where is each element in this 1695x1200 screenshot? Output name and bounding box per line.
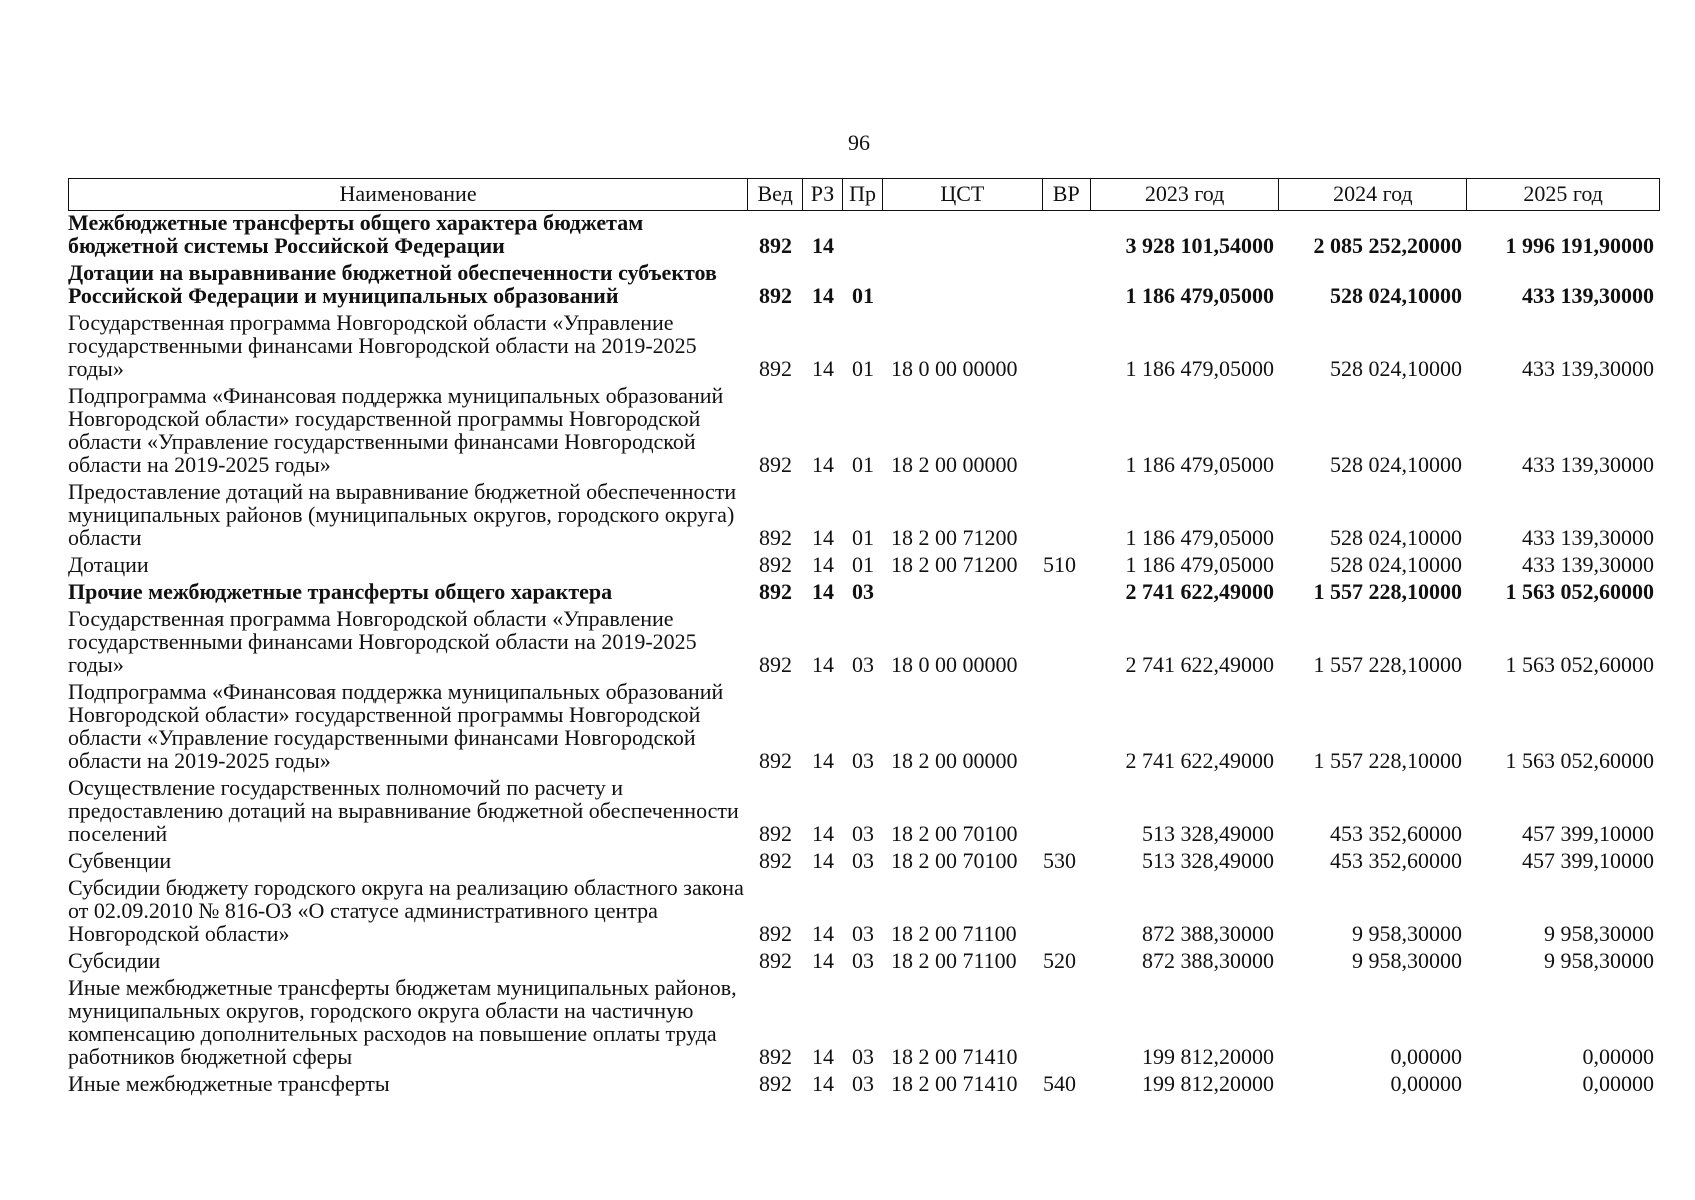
table-row: [68, 311, 1660, 384]
cell-ved: 892: [759, 1044, 792, 1069]
header-2024: 2024 год: [1279, 179, 1467, 210]
cell-name: Иные межбюджетные трансферты бюджетам муниципальных районов, муниципальных округов, городского округа области на частичную компенсацию дополнительных расходов на повышение оплаты труда работников бюджетной сферы: [68, 975, 737, 1069]
cell-pr: 03: [852, 652, 874, 677]
cell-cst: 18 2 00 00000: [891, 452, 1018, 477]
cell-cst: 18 2 00 00000: [891, 748, 1018, 773]
cell-cst: 18 2 00 71200: [891, 525, 1018, 550]
cell-cst: 18 2 00 71200: [891, 552, 1018, 577]
cell-ved: 892: [759, 821, 792, 846]
cell-rz: 14: [812, 552, 834, 577]
header-name: Наименование: [69, 179, 748, 210]
cell-name: Подпрограмма «Финансовая поддержка муниципальных образований Новгородской области» государственной программы Новгородской области «Управление государственными финансами Новгородской области на 2019-2025 годы»: [68, 679, 724, 773]
cell-name: Дотации: [68, 552, 149, 577]
table-row: [68, 1072, 1660, 1099]
cell-y2025: 9 958,30000: [1544, 948, 1654, 973]
cell-y2023: 2 741 622,49000: [1125, 579, 1274, 604]
cell-ved: 892: [759, 283, 792, 308]
cell-ved: 892: [759, 579, 792, 604]
cell-pr: 03: [852, 921, 874, 946]
cell-y2023: 199 812,20000: [1142, 1044, 1274, 1069]
cell-rz: 14: [812, 652, 834, 677]
cell-y2025: 0,00000: [1582, 1071, 1654, 1096]
cell-ved: 892: [759, 356, 792, 381]
cell-pr: 03: [852, 1044, 874, 1069]
cell-y2024: 453 352,60000: [1330, 848, 1462, 873]
cell-y2024: 1 557 228,10000: [1313, 748, 1462, 773]
table-row: [68, 849, 1660, 876]
table-row: [68, 976, 1660, 1072]
table-row: [68, 776, 1660, 849]
cell-y2023: 2 741 622,49000: [1125, 748, 1274, 773]
table-row: [68, 680, 1660, 776]
table-row: [68, 949, 1660, 976]
cell-ved: 892: [759, 948, 792, 973]
cell-ved: 892: [759, 233, 792, 258]
table-row: [68, 211, 1660, 261]
cell-y2024: 2 085 252,20000: [1313, 233, 1462, 258]
cell-y2024: 528 024,10000: [1330, 552, 1462, 577]
cell-vr: 540: [1043, 1071, 1076, 1096]
cell-y2025: 1 563 052,60000: [1505, 748, 1654, 773]
cell-cst: 18 2 00 71410: [891, 1071, 1018, 1096]
cell-y2023: 1 186 479,05000: [1125, 552, 1274, 577]
cell-y2023: 2 741 622,49000: [1125, 652, 1274, 677]
cell-y2023: 1 186 479,05000: [1125, 452, 1274, 477]
cell-pr: 03: [852, 579, 874, 604]
cell-name: Предоставление дотаций на выравнивание бюджетной обеспеченности муниципальных районов (муниципальных округов, городского округа) области: [68, 479, 737, 550]
cell-pr: 03: [852, 748, 874, 773]
cell-y2025: 1 563 052,60000: [1505, 652, 1654, 677]
table-row: [68, 607, 1660, 680]
cell-cst: 18 2 00 70100: [891, 848, 1018, 873]
cell-y2024: 0,00000: [1390, 1044, 1462, 1069]
cell-y2025: 0,00000: [1582, 1044, 1654, 1069]
header-cst: ЦСТ: [883, 179, 1043, 210]
header-2025: 2025 год: [1523, 181, 1603, 206]
cell-name: Субвенции: [68, 848, 172, 873]
cell-rz: 14: [812, 848, 834, 873]
cell-ved: 892: [759, 1071, 792, 1096]
cell-name: Субсидии: [68, 948, 161, 973]
table-body: [68, 211, 1660, 1099]
cell-y2025: 433 139,30000: [1522, 283, 1654, 308]
cell-pr: 03: [852, 848, 874, 873]
table-row: [68, 553, 1660, 580]
cell-y2025: 9 958,30000: [1544, 921, 1654, 946]
cell-y2023: 1 186 479,05000: [1125, 525, 1274, 550]
header-2023: 2023 год: [1091, 179, 1280, 210]
budget-table: [68, 178, 1660, 1099]
cell-y2025: 433 139,30000: [1522, 525, 1654, 550]
cell-pr: 03: [852, 948, 874, 973]
cell-y2025: 1 996 191,90000: [1505, 233, 1654, 258]
cell-y2023: 872 388,30000: [1142, 948, 1274, 973]
table-row: [68, 876, 1660, 949]
cell-y2023: 3 928 101,54000: [1125, 233, 1274, 258]
cell-y2024: 0,00000: [1390, 1071, 1462, 1096]
cell-ved: 892: [759, 552, 792, 577]
cell-rz: 14: [812, 921, 834, 946]
cell-pr: 01: [852, 552, 874, 577]
cell-y2023: 1 186 479,05000: [1125, 283, 1274, 308]
cell-y2023: 513 328,49000: [1142, 848, 1274, 873]
cell-rz: 14: [812, 748, 834, 773]
cell-rz: 14: [812, 283, 834, 308]
cell-name: Осуществление государственных полномочий по расчету и предоставлению дотаций на выравнивание бюджетной обеспеченности поселений: [68, 775, 739, 846]
cell-vr: 510: [1043, 552, 1076, 577]
cell-pr: 01: [852, 283, 874, 308]
cell-rz: 14: [812, 1044, 834, 1069]
cell-y2025: 1 563 052,60000: [1505, 579, 1654, 604]
cell-y2024: 1 557 228,10000: [1313, 579, 1462, 604]
cell-ved: 892: [759, 921, 792, 946]
cell-y2023: 872 388,30000: [1142, 921, 1274, 946]
header-rz: РЗ: [803, 179, 843, 210]
cell-ved: 892: [759, 652, 792, 677]
cell-rz: 14: [812, 821, 834, 846]
cell-cst: 18 2 00 70100: [891, 821, 1018, 846]
cell-rz: 14: [812, 525, 834, 550]
cell-y2024: 9 958,30000: [1352, 921, 1462, 946]
cell-y2025: 457 399,10000: [1522, 821, 1654, 846]
cell-y2024: 1 557 228,10000: [1313, 652, 1462, 677]
cell-rz: 14: [812, 1071, 834, 1096]
cell-vr: 530: [1043, 848, 1076, 873]
cell-rz: 14: [812, 579, 834, 604]
table-row: [68, 480, 1660, 553]
cell-y2023: 1 186 479,05000: [1125, 356, 1274, 381]
cell-pr: 01: [852, 356, 874, 381]
header-ved: Вед: [748, 179, 803, 210]
cell-y2025: 433 139,30000: [1522, 552, 1654, 577]
cell-name: Субсидии бюджету городского округа на реализацию областного закона от 02.09.2010 № 816-ОЗ «О статусе административного центра Новгородской области»: [68, 875, 744, 946]
cell-rz: 14: [812, 452, 834, 477]
cell-y2024: 9 958,30000: [1352, 948, 1462, 973]
cell-y2025: 433 139,30000: [1522, 356, 1654, 381]
cell-y2023: 199 812,20000: [1142, 1071, 1274, 1096]
cell-y2024: 453 352,60000: [1330, 821, 1462, 846]
cell-cst: 18 0 00 00000: [891, 652, 1018, 677]
cell-pr: 01: [852, 525, 874, 550]
table-row: [68, 384, 1660, 480]
cell-name: Межбюджетные трансферты общего характера бюджетам бюджетной системы Российской Федерации: [68, 210, 644, 258]
cell-name: Подпрограмма «Финансовая поддержка муниципальных образований Новгородской области» государственной программы Новгородской области «Управление государственными финансами Новгородской области на 2019-2025 годы»: [68, 383, 724, 477]
header-vr: ВР: [1043, 179, 1091, 210]
cell-ved: 892: [759, 525, 792, 550]
cell-cst: 18 2 00 71100: [891, 921, 1017, 946]
cell-y2023: 513 328,49000: [1142, 821, 1274, 846]
cell-y2025: 457 399,10000: [1522, 848, 1654, 873]
cell-cst: 18 2 00 71100: [891, 948, 1017, 973]
table-row: [68, 261, 1660, 311]
cell-cst: 18 0 00 00000: [891, 356, 1018, 381]
cell-rz: 14: [812, 233, 834, 258]
cell-y2024: 528 024,10000: [1330, 452, 1462, 477]
table-row: [68, 580, 1660, 607]
cell-vr: 520: [1043, 948, 1076, 973]
cell-pr: 03: [852, 1071, 874, 1096]
cell-pr: 03: [852, 821, 874, 846]
header-pr: Пр: [843, 179, 883, 210]
cell-ved: 892: [759, 748, 792, 773]
cell-cst: 18 2 00 71410: [891, 1044, 1018, 1069]
cell-name: Государственная программа Новгородской области «Управление государственными финансами Новгородской области на 2019-2025 годы»: [68, 310, 697, 381]
cell-name: Государственная программа Новгородской области «Управление государственными финансами Новгородской области на 2019-2025 годы»: [68, 606, 697, 677]
cell-name: Прочие межбюджетные трансферты общего характера: [68, 579, 613, 604]
cell-y2024: 528 024,10000: [1330, 283, 1462, 308]
page-number: 96: [848, 130, 870, 155]
cell-name: Иные межбюджетные трансферты: [68, 1071, 390, 1096]
cell-y2024: 528 024,10000: [1330, 356, 1462, 381]
cell-rz: 14: [812, 356, 834, 381]
cell-y2024: 528 024,10000: [1330, 525, 1462, 550]
cell-name: Дотации на выравнивание бюджетной обеспеченности субъектов Российской Федерации и муниципальных образований: [68, 260, 717, 308]
cell-ved: 892: [759, 452, 792, 477]
cell-ved: 892: [759, 848, 792, 873]
cell-y2025: 433 139,30000: [1522, 452, 1654, 477]
table-header: [68, 178, 1660, 211]
cell-rz: 14: [812, 948, 834, 973]
cell-pr: 01: [852, 452, 874, 477]
